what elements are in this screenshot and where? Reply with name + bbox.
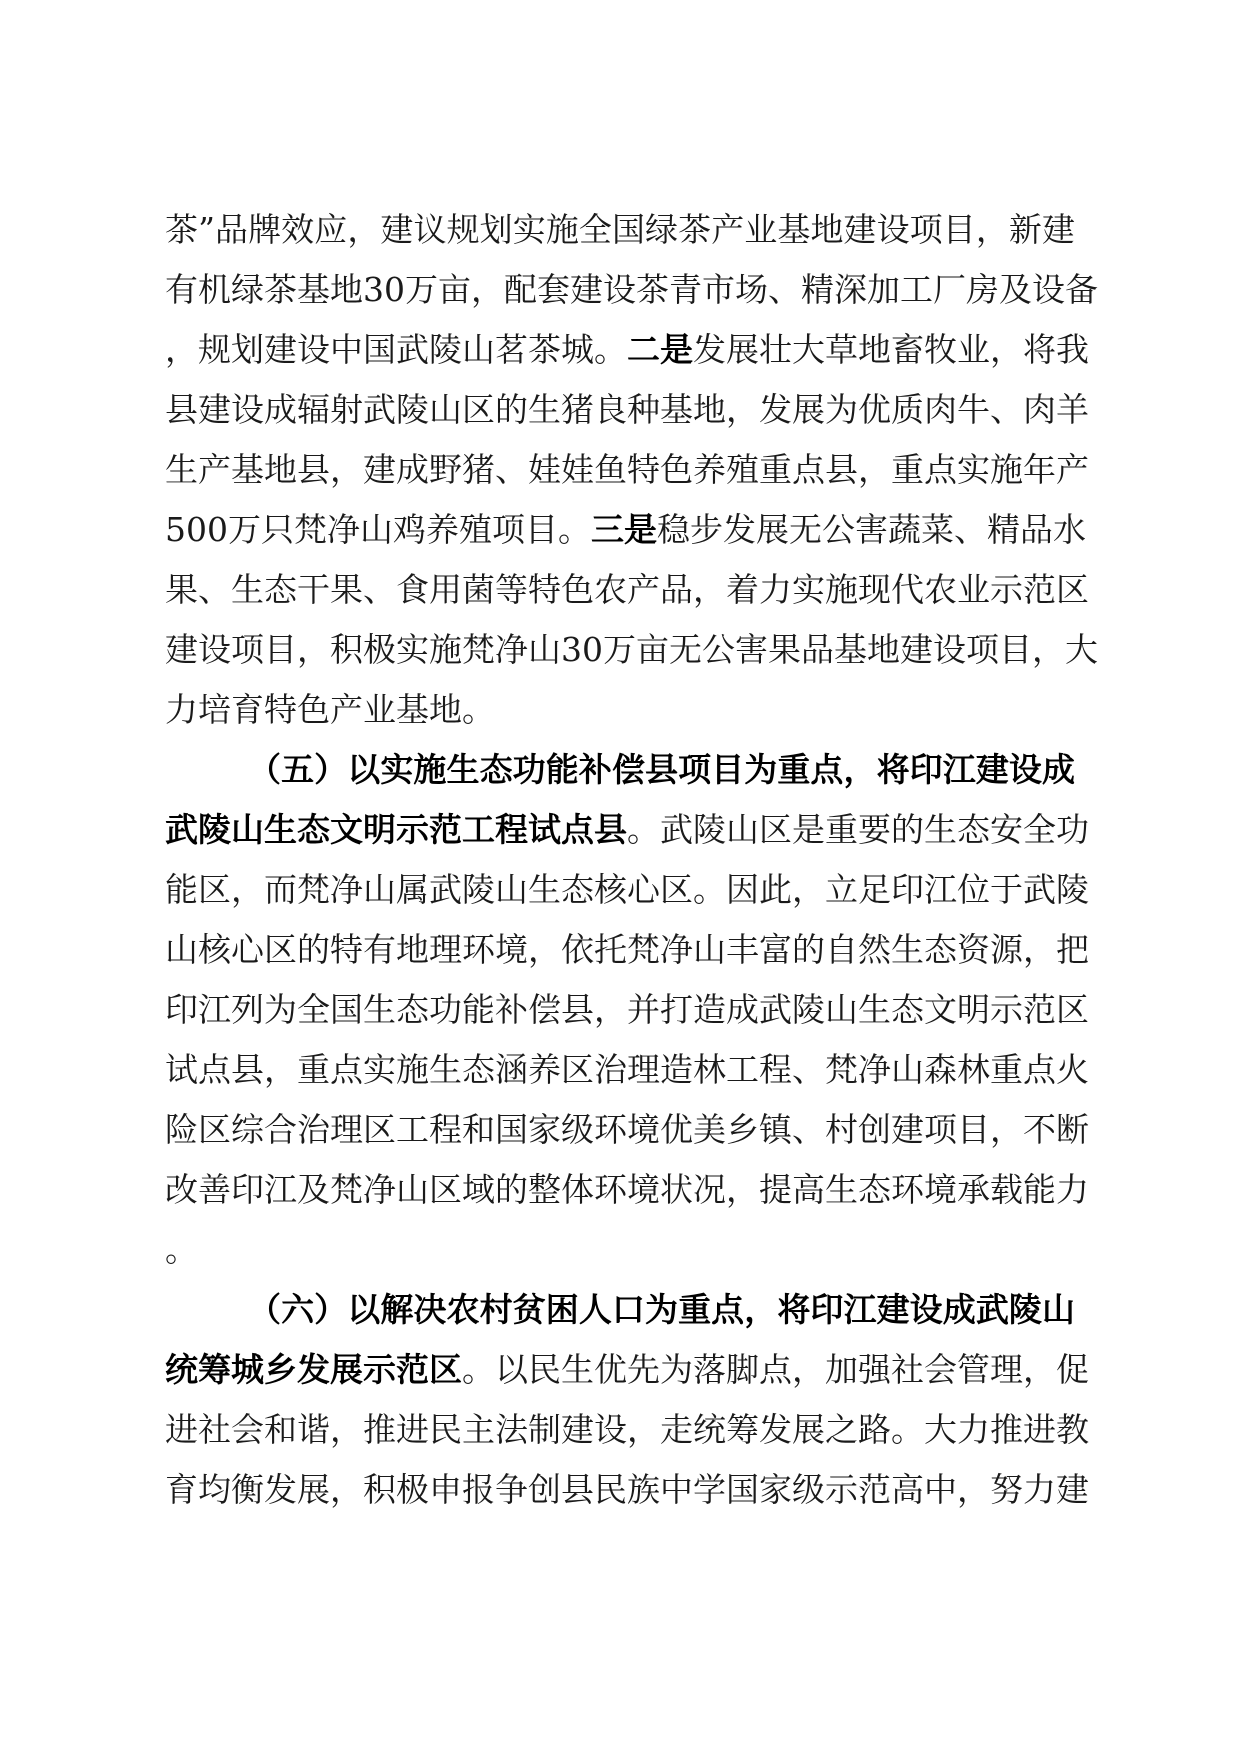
paragraph-line: 能区，而梵净山属武陵山生态核心区。因此，立足印江位于武陵	[165, 870, 1089, 909]
paragraph-line: 育均衡发展，积极申报争创县民族中学国家级示范高中，努力建	[165, 1470, 1089, 1509]
paragraph-line: 进社会和谐，推进民主法制建设，走统筹发展之路。大力推进教	[165, 1410, 1089, 1449]
section-heading-6: （六）以解决农村贫困人口为重点，将印江建设成武陵山	[248, 1290, 1075, 1329]
paragraph-line: 建设项目，积极实施梵净山30万亩无公害果品基地建设项目，大	[165, 630, 1098, 669]
paragraph-line: 改善印江及梵净山区域的整体环境状况，提高生态环境承载能力	[165, 1170, 1089, 1209]
paragraph-line: 。	[165, 1230, 198, 1269]
paragraph-line: ，规划建设中国武陵山茗茶城。二是发展壮大草地畜牧业，将我	[165, 330, 1089, 369]
paragraph-line: 500万只梵净山鸡养殖项目。三是稳步发展无公害蔬菜、精品水	[165, 510, 1086, 549]
paragraph-line: 印江列为全国生态功能补偿县，并打造成武陵山生态文明示范区	[165, 990, 1089, 1029]
emphasis-text: 三是	[591, 510, 657, 549]
paragraph-line: 县建设成辐射武陵山区的生猪良种基地，发展为优质肉牛、肉羊	[165, 390, 1089, 429]
paragraph-line: 力培育特色产业基地。	[165, 690, 495, 729]
section-heading-6-continued: 统筹城乡发展示范区	[165, 1350, 462, 1389]
section-heading-5: （五）以实施生态功能补偿县项目为重点，将印江建设成	[248, 750, 1075, 789]
paragraph-line: 果、生态干果、食用菌等特色农产品，着力实施现代农业示范区	[165, 570, 1089, 609]
paragraph-line: 有机绿茶基地30万亩，配套建设茶青市场、精深加工厂房及设备	[165, 270, 1098, 309]
section-heading-5-continued: 武陵山生态文明示范工程试点县	[165, 810, 627, 849]
paragraph-line: 生产基地县，建成野猪、娃娃鱼特色养殖重点县，重点实施年产	[165, 450, 1089, 489]
paragraph-line: 山核心区的特有地理环境，依托梵净山丰富的自然生态资源，把	[165, 930, 1089, 969]
paragraph-line: 险区综合治理区工程和国家级环境优美乡镇、村创建项目，不断	[165, 1110, 1089, 1149]
emphasis-text: 二是	[627, 330, 693, 369]
paragraph-line: 茶”品牌效应，建议规划实施全国绿茶产业基地建设项目，新建	[165, 210, 1075, 249]
paragraph-line: 武陵山生态文明示范工程试点县。武陵山区是重要的生态安全功	[165, 810, 1089, 849]
paragraph-line: 试点县，重点实施生态涵养区治理造林工程、梵净山森林重点火	[165, 1050, 1089, 1089]
paragraph-line: 统筹城乡发展示范区。以民生优先为落脚点，加强社会管理，促	[165, 1350, 1089, 1389]
